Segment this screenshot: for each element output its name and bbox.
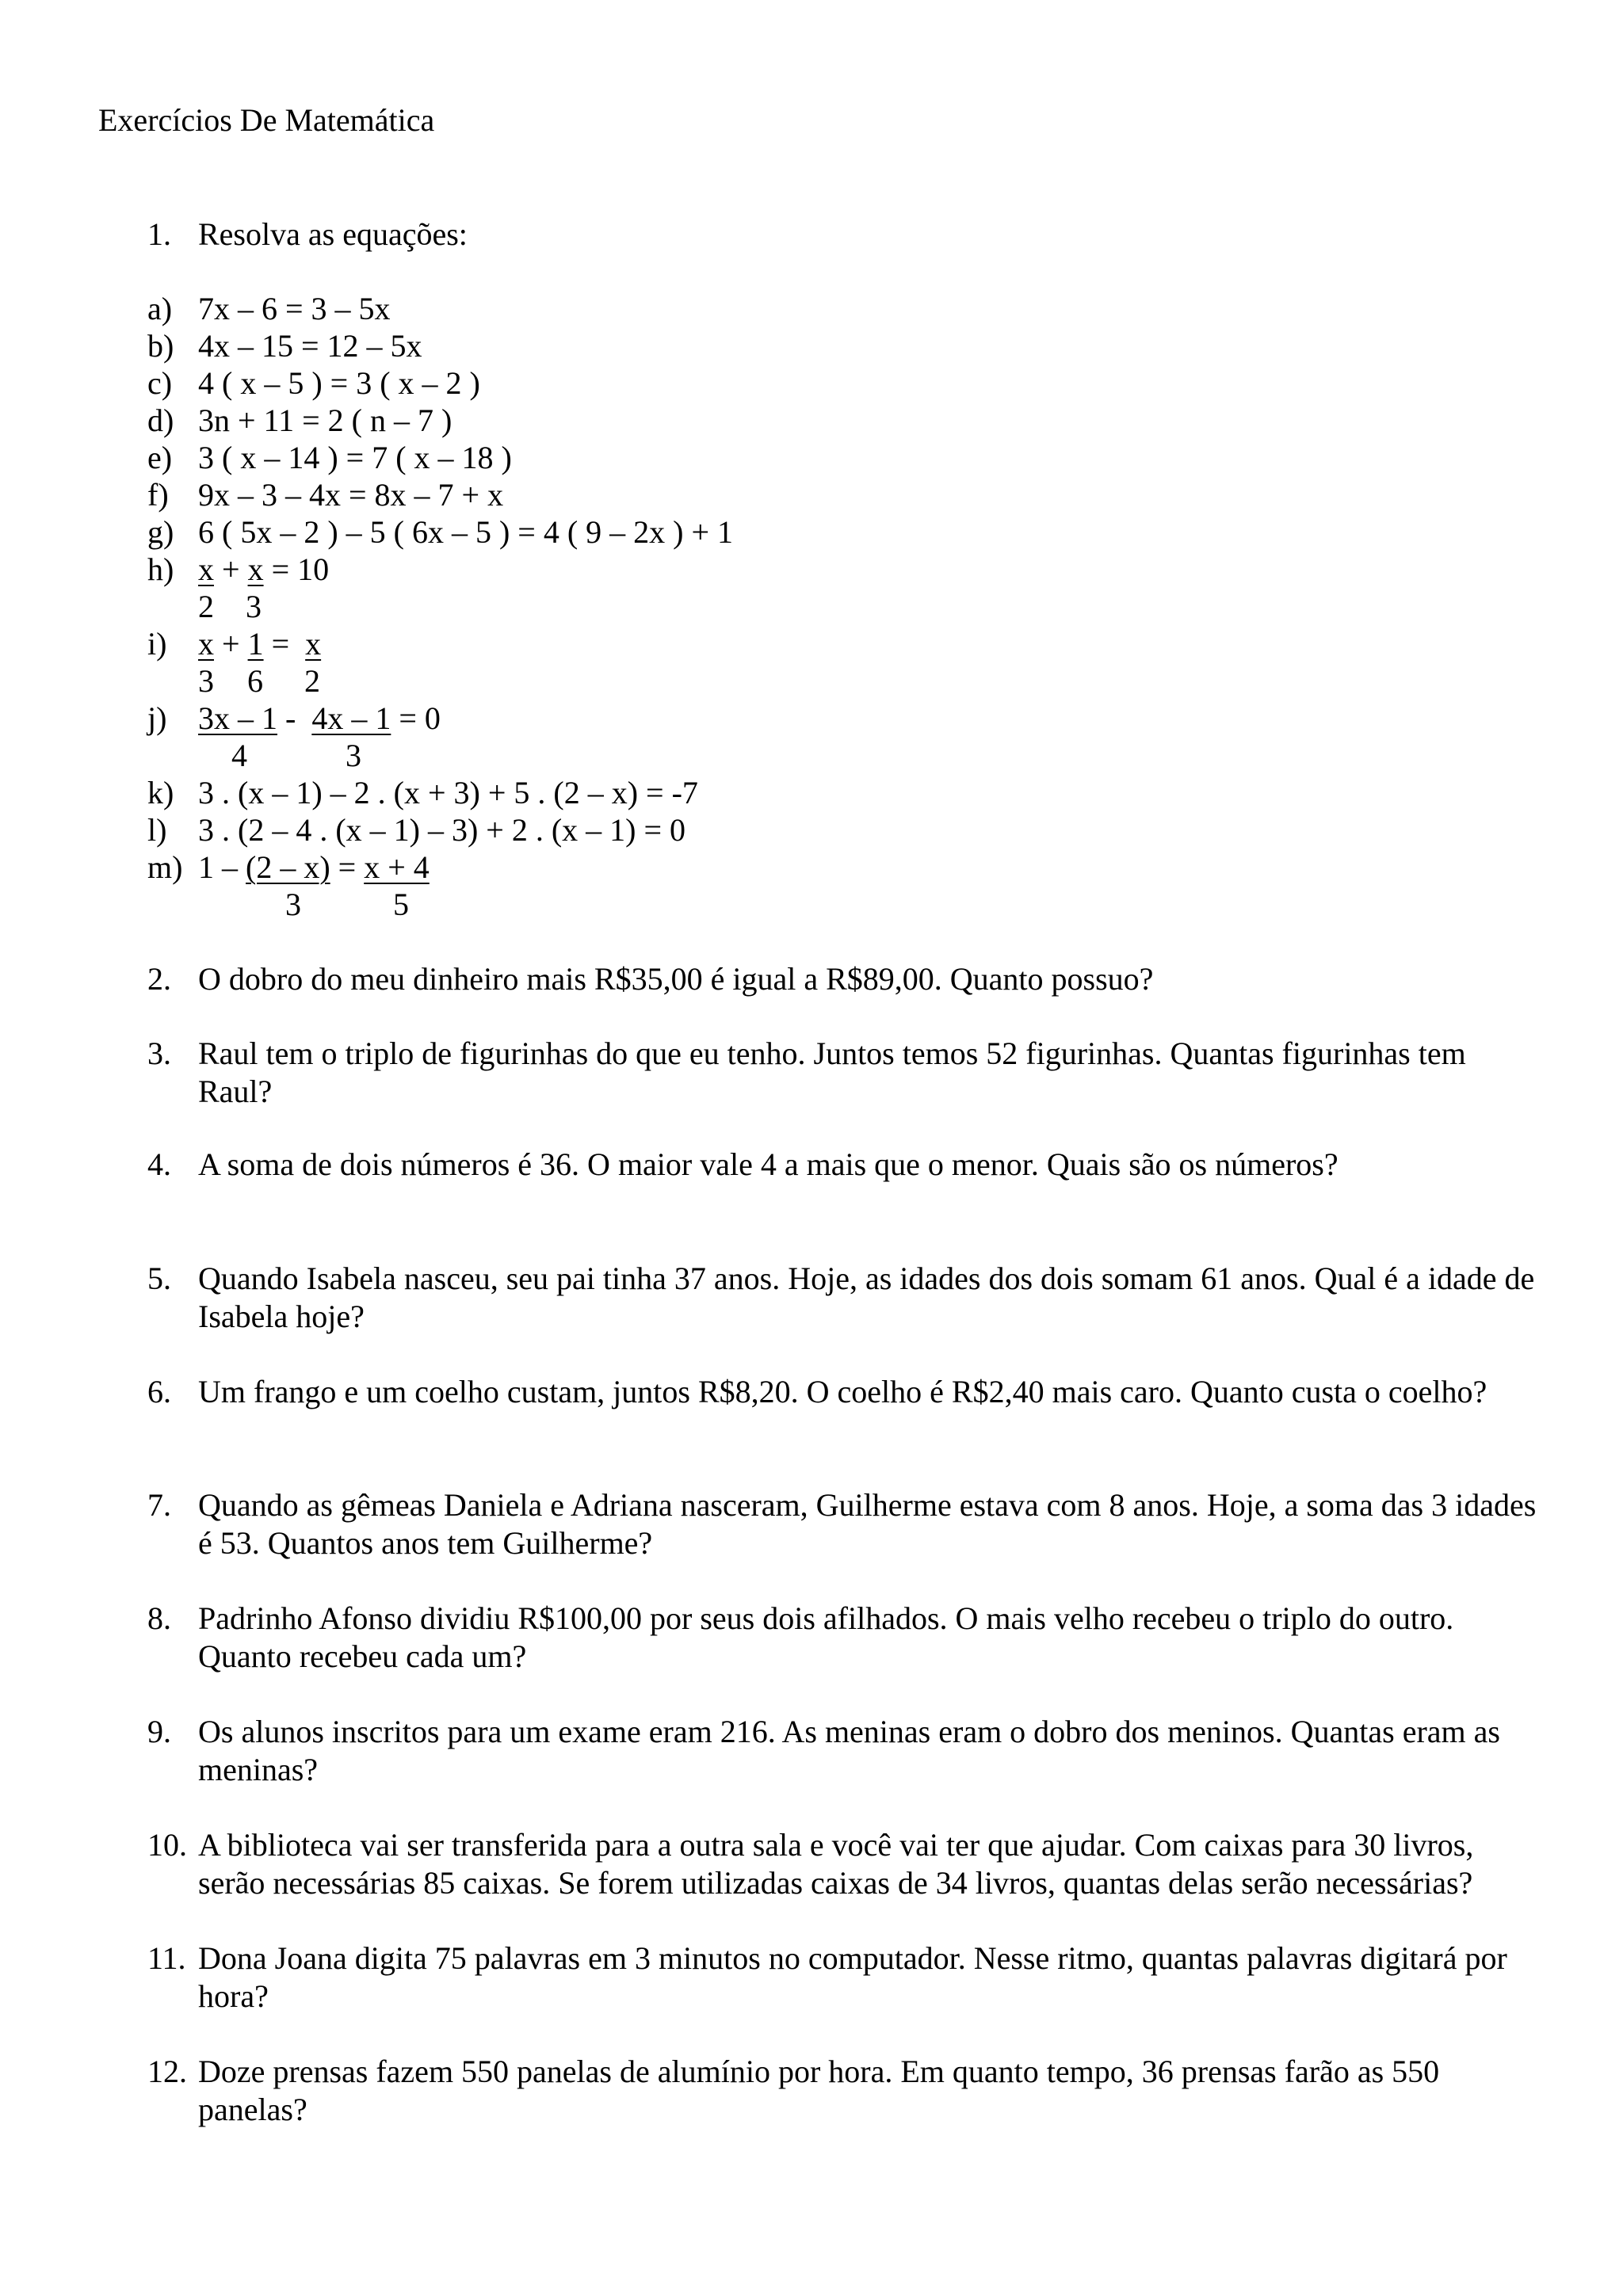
question-text: A soma de dois números é 36. O maior vale 4 a mais que o menor. Quais são os números? bbox=[198, 1146, 1338, 1182]
denominator: 3 bbox=[346, 738, 361, 773]
question-number: 3. bbox=[147, 1035, 171, 1071]
question-text: Os alunos inscritos para um exame eram 216. As meninas eram o dobro dos meninos. Quantas eram as meninas? bbox=[198, 1714, 1500, 1787]
numerator: 3x – 1 bbox=[198, 700, 277, 736]
equation-label: b) bbox=[147, 328, 174, 364]
equation-text: 3 . (x – 1) – 2 . (x + 3) + 5 . (2 – x) = -7 bbox=[198, 775, 698, 810]
question-number: 5. bbox=[147, 1261, 171, 1296]
question-number: 4. bbox=[147, 1146, 171, 1182]
equation-text: 1 – (2 – x) = x + 4 bbox=[198, 849, 430, 885]
numerator: x bbox=[305, 626, 322, 662]
question-number: 10. bbox=[147, 1827, 187, 1863]
question-text: Raul tem o triplo de figurinhas do que eu tenho. Juntos temos 52 figurinhas. Quantas figurinhas tem Raul? bbox=[198, 1035, 1466, 1109]
denominator: 2 bbox=[198, 589, 214, 624]
equation-text: 4 ( x – 5 ) = 3 ( x – 2 ) bbox=[198, 365, 480, 401]
equation-label: f) bbox=[147, 477, 169, 513]
equation-text: 3x – 1 - 4x – 1 = 0 bbox=[198, 700, 441, 736]
question-text: Quando as gêmeas Daniela e Adriana nasceram, Guilherme estava com 8 anos. Hoje, a soma das 3 idades é 53. Quantos anos tem Guilherme? bbox=[198, 1487, 1537, 1561]
equation-text: 3n + 11 = 2 ( n – 7 ) bbox=[198, 402, 453, 438]
equation-text: 9x – 3 – 4x = 8x – 7 + x bbox=[198, 477, 504, 513]
question-text: O dobro do meu dinheiro mais R$35,00 é igual a R$89,00. Quanto possuo? bbox=[198, 961, 1154, 997]
question-text: Dona Joana digita 75 palavras em 3 minutos no computador. Nesse ritmo, quantas palavras digitará por hora? bbox=[198, 1940, 1507, 2014]
denominator: 3 bbox=[198, 663, 214, 699]
numerator: (2 – x) bbox=[246, 849, 330, 885]
numerator: x + 4 bbox=[364, 849, 430, 885]
equation-label: c) bbox=[147, 365, 173, 401]
question-number: 8. bbox=[147, 1600, 171, 1636]
equation-label: d) bbox=[147, 402, 174, 438]
question-number: 12. bbox=[147, 2054, 187, 2089]
question-number: 7. bbox=[147, 1487, 171, 1523]
equation-label: a) bbox=[147, 291, 173, 326]
equation-text: 3 . (2 – 4 . (x – 1) – 3) + 2 . (x – 1) = 0 bbox=[198, 812, 686, 848]
equation-label: g) bbox=[147, 514, 174, 550]
question-1-text: Resolva as equações: bbox=[198, 216, 468, 252]
question-number: 11. bbox=[147, 1940, 186, 1976]
equation-label: i) bbox=[147, 626, 167, 662]
question-number: 6. bbox=[147, 1374, 171, 1409]
numerator: x bbox=[198, 551, 214, 587]
denominator: 2 bbox=[304, 663, 320, 699]
question-1-number: 1. bbox=[147, 216, 171, 252]
equation-label: k) bbox=[147, 775, 174, 810]
question-text: Um frango e um coelho custam, juntos R$8,20. O coelho é R$2,40 mais caro. Quanto custa o coelho? bbox=[198, 1374, 1487, 1409]
equation-label: l) bbox=[147, 812, 167, 848]
equation-label: j) bbox=[147, 700, 167, 736]
question-text: A biblioteca vai ser transferida para a outra sala e você vai ter que ajudar. Com caixas para 30 livros, serão necessárias 85 caixas. Se forem utilizadas caixas de 34 livros, quantas delas serão necessárias? bbox=[198, 1827, 1474, 1901]
question-text: Padrinho Afonso dividiu R$100,00 por seus dois afilhados. O mais velho recebeu o triplo do outro. Quanto recebeu cada um? bbox=[198, 1600, 1454, 1674]
denominator: 6 bbox=[247, 663, 263, 699]
equation-label: e) bbox=[147, 440, 173, 475]
denominator: 4 bbox=[231, 738, 247, 773]
equation-text: x + 1 = x bbox=[198, 626, 322, 662]
question-text: Quando Isabela nasceu, seu pai tinha 37 anos. Hoje, as idades dos dois somam 61 anos. Qual é a idade de Isabela hoje? bbox=[198, 1261, 1535, 1334]
numerator: 1 bbox=[247, 626, 264, 662]
question-number: 2. bbox=[147, 961, 171, 997]
numerator: x bbox=[198, 626, 214, 662]
equation-text: x + x = 10 bbox=[198, 551, 330, 587]
equation-text: 7x – 6 = 3 – 5x bbox=[198, 291, 391, 326]
equation-text: 3 ( x – 14 ) = 7 ( x – 18 ) bbox=[198, 440, 512, 475]
question-text: Doze prensas fazem 550 panelas de alumínio por hora. Em quanto tempo, 36 prensas farão as 550 panelas? bbox=[198, 2054, 1440, 2127]
equation-text: 4x – 15 = 12 – 5x bbox=[198, 328, 422, 364]
denominator: 3 bbox=[285, 887, 301, 922]
numerator: 4x – 1 bbox=[311, 700, 391, 736]
denominator: 5 bbox=[393, 887, 409, 922]
denominator: 3 bbox=[246, 589, 262, 624]
numerator: x bbox=[247, 551, 264, 587]
question-number: 9. bbox=[147, 1714, 171, 1749]
page-title: Exercícios De Matemática bbox=[98, 102, 435, 138]
equation-label: h) bbox=[147, 551, 174, 587]
equation-label: m) bbox=[147, 849, 183, 885]
equation-text: 6 ( 5x – 2 ) – 5 ( 6x – 5 ) = 4 ( 9 – 2x ) + 1 bbox=[198, 514, 734, 550]
